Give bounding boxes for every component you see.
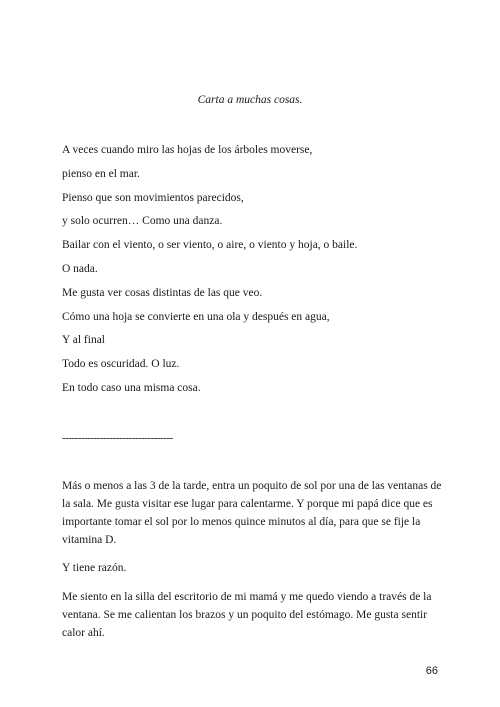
paragraph: Me siento en la silla del escritorio de mi mamá y me quedo viendo a través de la ventana. Se me calientan los brazos y un poquito del estómago. Me gusta sentir calor ahí. bbox=[62, 591, 432, 639]
poem-line: Y al final bbox=[62, 334, 106, 347]
poem-line: En todo caso una misma cosa. bbox=[62, 381, 201, 394]
poem-line: Me gusta ver cosas distintas de las que veo. bbox=[62, 286, 263, 299]
page-number: 66 bbox=[425, 665, 438, 677]
page-title: Carta a muchas cosas. bbox=[197, 94, 303, 106]
poem-line: Bailar con el viento, o ser viento, o aire, o viento y hoja, o baile. bbox=[62, 239, 358, 252]
section-separator: ----------------------------------- bbox=[62, 432, 173, 444]
poem-line: y solo ocurren… Como una danza. bbox=[62, 215, 223, 228]
prose-section bbox=[62, 477, 446, 652]
poem-line: Todo es oscuridad. O luz. bbox=[62, 358, 180, 371]
paragraph: Más o menos a las 3 de la tarde, entra un poquito de sol por una de las ventanas de la sala. Me gusta visitar ese lugar para calentarme. Y porque mi papá dice que es importante tomar el sol por lo menos quince minutos al día, para que se fije la vitamina D. bbox=[62, 480, 442, 546]
paragraph: Y tiene razón. bbox=[62, 562, 127, 574]
poem bbox=[62, 143, 452, 405]
poem-line: A veces cuando miro las hojas de los árboles moverse, bbox=[62, 144, 313, 156]
poem-line: O nada. bbox=[62, 262, 98, 275]
poem-line: Cómo una hoja se convierte en una ola y después en agua, bbox=[62, 310, 330, 323]
poem-line: Pienso que son movimientos parecidos, bbox=[62, 191, 244, 204]
poem-line: pienso en el mar. bbox=[62, 167, 140, 180]
